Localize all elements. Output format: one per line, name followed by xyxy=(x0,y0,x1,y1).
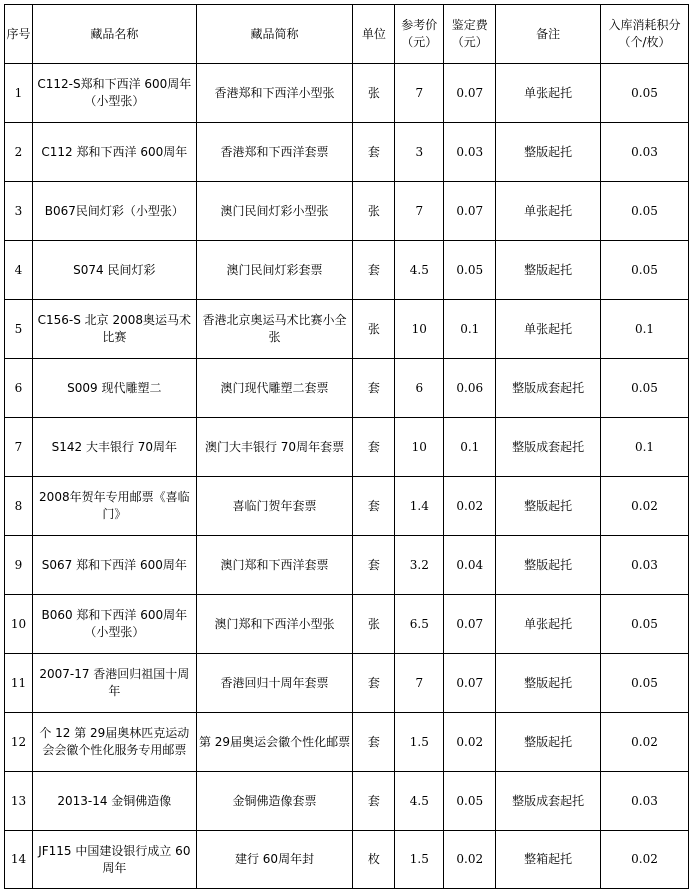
cell-note: 整版起托 xyxy=(496,654,601,713)
cell-note: 单张起托 xyxy=(496,182,601,241)
cell-unit: 套 xyxy=(353,123,395,182)
table-row xyxy=(5,536,689,595)
cell-seq: 10 xyxy=(5,595,33,654)
cell-price: 6.5 xyxy=(395,595,444,654)
cell-seq: 5 xyxy=(5,300,33,359)
cell-price: 7 xyxy=(395,654,444,713)
cell-unit: 张 xyxy=(353,182,395,241)
cell-note: 整版起托 xyxy=(496,477,601,536)
cell-fee: 0.1 xyxy=(444,300,496,359)
cell-points: 0.1 xyxy=(601,418,689,477)
cell-points: 0.02 xyxy=(601,831,689,889)
cell-price: 3.2 xyxy=(395,536,444,595)
cell-unit: 枚 xyxy=(353,831,395,889)
cell-price: 4.5 xyxy=(395,772,444,831)
cell-points: 0.03 xyxy=(601,536,689,595)
cell-fee: 0.06 xyxy=(444,359,496,418)
table-row xyxy=(5,477,689,536)
cell-fee: 0.05 xyxy=(444,772,496,831)
cell-name: 2013-14 金铜佛造像 xyxy=(32,772,196,831)
cell-seq: 2 xyxy=(5,123,33,182)
cell-fee: 0.07 xyxy=(444,64,496,123)
cell-note: 整版成套起托 xyxy=(496,418,601,477)
cell-seq: 7 xyxy=(5,418,33,477)
header-row xyxy=(5,5,689,64)
cell-note: 整版起托 xyxy=(496,536,601,595)
cell-unit: 套 xyxy=(353,477,395,536)
cell-seq: 6 xyxy=(5,359,33,418)
cell-unit: 套 xyxy=(353,241,395,300)
cell-points: 0.02 xyxy=(601,713,689,772)
cell-unit: 张 xyxy=(353,595,395,654)
table-row xyxy=(5,182,689,241)
cell-short-name: 澳门大丰银行 70周年套票 xyxy=(196,418,353,477)
table-row xyxy=(5,123,689,182)
cell-fee: 0.07 xyxy=(444,182,496,241)
cell-seq: 12 xyxy=(5,713,33,772)
cell-short-name: 香港郑和下西洋套票 xyxy=(196,123,353,182)
cell-short-name: 香港回归十周年套票 xyxy=(196,654,353,713)
table-row xyxy=(5,713,689,772)
cell-price: 4.5 xyxy=(395,241,444,300)
cell-short-name: 澳门郑和下西洋套票 xyxy=(196,536,353,595)
cell-name: S074 民间灯彩 xyxy=(32,241,196,300)
header-points: 入库消耗积分（个/枚） xyxy=(601,5,689,64)
cell-fee: 0.1 xyxy=(444,418,496,477)
cell-short-name: 金铜佛造像套票 xyxy=(196,772,353,831)
cell-note: 整版起托 xyxy=(496,241,601,300)
cell-points: 0.05 xyxy=(601,595,689,654)
cell-unit: 套 xyxy=(353,713,395,772)
cell-short-name: 澳门现代雕塑二套票 xyxy=(196,359,353,418)
cell-price: 1.5 xyxy=(395,831,444,889)
cell-points: 0.03 xyxy=(601,772,689,831)
cell-name: C156-S 北京 2008奥运马术比赛 xyxy=(32,300,196,359)
cell-name: 2008年贺年专用邮票《喜临门》 xyxy=(32,477,196,536)
cell-price: 1.5 xyxy=(395,713,444,772)
cell-name: B067民间灯彩（小型张） xyxy=(32,182,196,241)
cell-short-name: 香港郑和下西洋小型张 xyxy=(196,64,353,123)
cell-short-name: 澳门民间灯彩小型张 xyxy=(196,182,353,241)
cell-seq: 8 xyxy=(5,477,33,536)
table-row xyxy=(5,595,689,654)
header-name: 藏品名称 xyxy=(32,5,196,64)
cell-points: 0.02 xyxy=(601,477,689,536)
cell-short-name: 香港北京奥运马术比赛小全张 xyxy=(196,300,353,359)
collectibles-table xyxy=(4,4,689,889)
cell-short-name: 澳门郑和下西洋小型张 xyxy=(196,595,353,654)
cell-points: 0.05 xyxy=(601,654,689,713)
cell-fee: 0.07 xyxy=(444,654,496,713)
cell-note: 整版成套起托 xyxy=(496,772,601,831)
table-row xyxy=(5,831,689,889)
cell-unit: 套 xyxy=(353,772,395,831)
cell-price: 3 xyxy=(395,123,444,182)
table-row xyxy=(5,654,689,713)
cell-price: 7 xyxy=(395,64,444,123)
cell-note: 整箱起托 xyxy=(496,831,601,889)
cell-seq: 14 xyxy=(5,831,33,889)
cell-note: 单张起托 xyxy=(496,64,601,123)
table-row xyxy=(5,241,689,300)
header-price: 参考价（元） xyxy=(395,5,444,64)
cell-unit: 套 xyxy=(353,536,395,595)
cell-seq: 4 xyxy=(5,241,33,300)
cell-price: 6 xyxy=(395,359,444,418)
cell-points: 0.03 xyxy=(601,123,689,182)
cell-fee: 0.02 xyxy=(444,477,496,536)
table-row xyxy=(5,772,689,831)
header-short-name: 藏品简称 xyxy=(196,5,353,64)
cell-note: 整版起托 xyxy=(496,713,601,772)
cell-short-name: 第 29届奥运会徽个性化邮票 xyxy=(196,713,353,772)
cell-price: 7 xyxy=(395,182,444,241)
cell-points: 0.05 xyxy=(601,241,689,300)
cell-unit: 套 xyxy=(353,654,395,713)
cell-name: 2007-17 香港回归祖国十周年 xyxy=(32,654,196,713)
cell-seq: 9 xyxy=(5,536,33,595)
cell-fee: 0.07 xyxy=(444,595,496,654)
cell-name: S009 现代雕塑二 xyxy=(32,359,196,418)
cell-short-name: 建行 60周年封 xyxy=(196,831,353,889)
cell-note: 单张起托 xyxy=(496,300,601,359)
cell-seq: 3 xyxy=(5,182,33,241)
cell-price: 10 xyxy=(395,300,444,359)
header-note: 备注 xyxy=(496,5,601,64)
cell-seq: 1 xyxy=(5,64,33,123)
cell-name: C112-S郑和下西洋 600周年（小型张） xyxy=(32,64,196,123)
cell-points: 0.05 xyxy=(601,182,689,241)
cell-points: 0.05 xyxy=(601,64,689,123)
header-seq: 序号 xyxy=(5,5,33,64)
cell-unit: 张 xyxy=(353,64,395,123)
table-row xyxy=(5,64,689,123)
cell-price: 1.4 xyxy=(395,477,444,536)
cell-name: JF115 中国建设银行成立 60周年 xyxy=(32,831,196,889)
cell-short-name: 澳门民间灯彩套票 xyxy=(196,241,353,300)
cell-name: B060 郑和下西洋 600周年（小型张） xyxy=(32,595,196,654)
cell-points: 0.1 xyxy=(601,300,689,359)
cell-note: 整版成套起托 xyxy=(496,359,601,418)
table-row xyxy=(5,418,689,477)
cell-fee: 0.04 xyxy=(444,536,496,595)
table-row xyxy=(5,359,689,418)
cell-seq: 11 xyxy=(5,654,33,713)
cell-name: S067 郑和下西洋 600周年 xyxy=(32,536,196,595)
cell-seq: 13 xyxy=(5,772,33,831)
cell-fee: 0.02 xyxy=(444,713,496,772)
cell-name: S142 大丰银行 70周年 xyxy=(32,418,196,477)
cell-price: 10 xyxy=(395,418,444,477)
cell-unit: 套 xyxy=(353,359,395,418)
cell-fee: 0.02 xyxy=(444,831,496,889)
cell-short-name: 喜临门贺年套票 xyxy=(196,477,353,536)
table-row xyxy=(5,300,689,359)
header-fee: 鉴定费（元） xyxy=(444,5,496,64)
cell-unit: 张 xyxy=(353,300,395,359)
cell-unit: 套 xyxy=(353,418,395,477)
cell-note: 单张起托 xyxy=(496,595,601,654)
cell-name: 个 12 第 29届奥林匹克运动会会徽个性化服务专用邮票 xyxy=(32,713,196,772)
cell-fee: 0.03 xyxy=(444,123,496,182)
cell-note: 整版起托 xyxy=(496,123,601,182)
cell-points: 0.05 xyxy=(601,359,689,418)
header-unit: 单位 xyxy=(353,5,395,64)
cell-name: C112 郑和下西洋 600周年 xyxy=(32,123,196,182)
cell-fee: 0.05 xyxy=(444,241,496,300)
